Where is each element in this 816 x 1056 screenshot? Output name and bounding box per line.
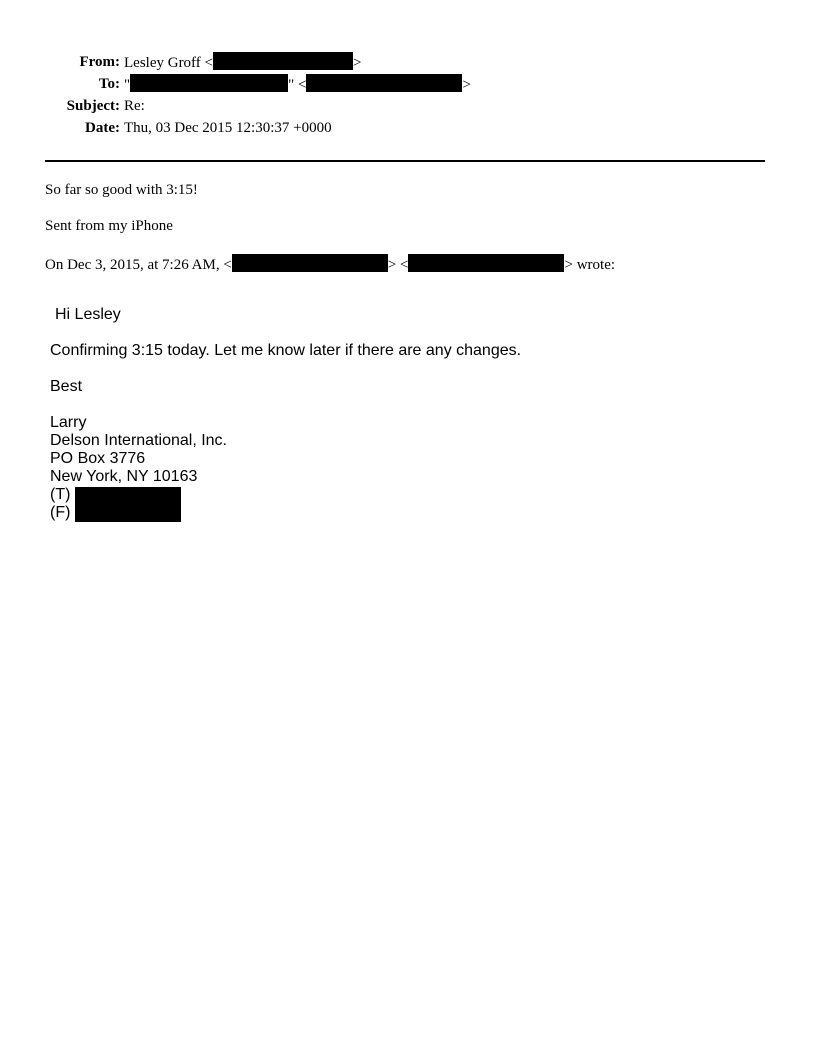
to-value: " " < > [124, 74, 471, 95]
subject-value: Re: [124, 98, 145, 114]
header-divider [45, 160, 765, 162]
signature-address-line1: PO Box 3776 [50, 450, 146, 467]
redacted-quoted-sender-email [408, 254, 564, 272]
quoted-greeting: Hi Lesley [55, 306, 121, 323]
redacted-recipient-name [130, 74, 288, 92]
signature-address-line2: New York, NY 10163 [50, 468, 198, 485]
redacted-sender-email [213, 52, 353, 70]
from-label: From: [79, 54, 120, 70]
redacted-recipient-email [306, 74, 462, 92]
signature-fax: (F) [50, 504, 71, 521]
redacted-phone-fax [75, 487, 181, 522]
sender-name: Lesley Groff [124, 55, 201, 71]
quoted-signoff: Best [50, 378, 83, 395]
redacted-quoted-sender-name [232, 254, 388, 272]
signature-device: Sent from my iPhone [45, 218, 173, 234]
quote-attribution: On Dec 3, 2015, at 7:26 AM, < > < > wrote: [45, 254, 615, 274]
signature-name: Larry [50, 414, 87, 431]
from-value: Lesley Groff < > [124, 52, 361, 73]
subject-label: Subject: [66, 98, 120, 114]
reply-line: So far so good with 3:15! [45, 182, 198, 198]
quoted-message-text: Confirming 3:15 today. Let me know later if there are any changes. [50, 342, 522, 359]
signature-phone: (T) [50, 486, 71, 503]
date-value: Thu, 03 Dec 2015 12:30:37 +0000 [124, 120, 332, 136]
signature-company: Delson International, Inc. [50, 432, 227, 449]
to-label: To: [98, 76, 120, 92]
date-label: Date: [85, 120, 120, 136]
